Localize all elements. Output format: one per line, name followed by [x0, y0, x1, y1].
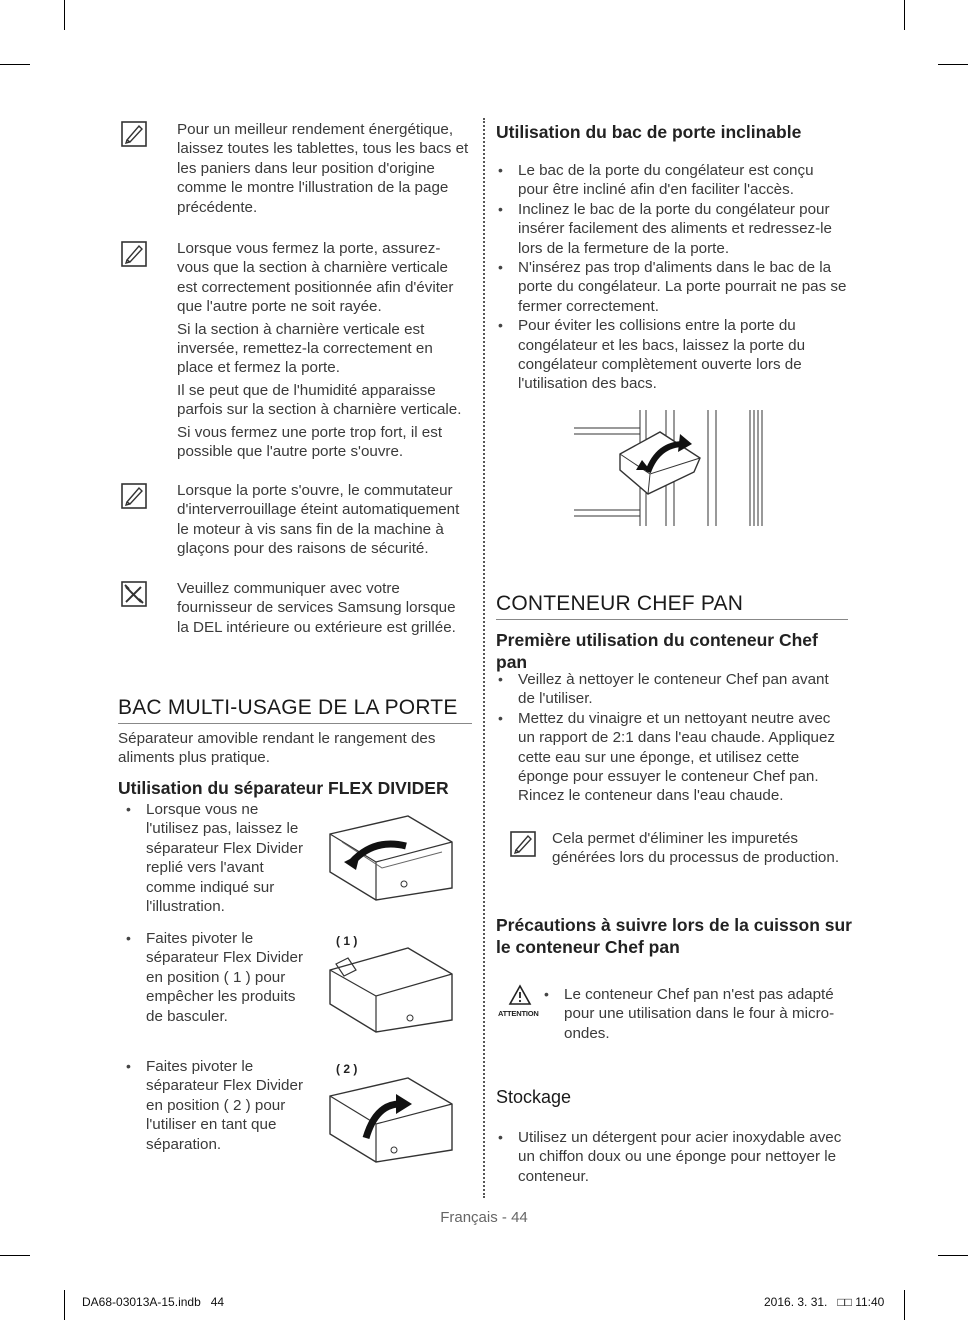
list-item: • Pour éviter les collisions entre la porte du congélateur et les bacs, laissez la porte du congélateur complètement ouverte lors de l'utilisation des bacs. — [496, 316, 848, 394]
list-item: • Le bac de la porte du congélateur est conçu pour être incliné afin d'en faciliter l'accès. — [496, 161, 848, 200]
note-text — [177, 579, 469, 640]
bin-illustration — [326, 944, 458, 1034]
subsection-title: Utilisation du bac de porte inclinable — [496, 122, 802, 142]
print-info-left: DA68-03013A-15.indb 44 — [82, 1295, 225, 1309]
crop-mark — [904, 0, 905, 30]
section-title: CONTENEUR CHEF PAN — [496, 592, 848, 620]
bin-illustration — [326, 1074, 458, 1164]
list-item: • Veillez à nettoyer le conteneur Chef pan avant de l'utiliser. — [496, 670, 848, 709]
door-bin-illustration — [574, 410, 774, 526]
list-item: • Le conteneur Chef pan n'est pas adapté pour une utilisation dans le four à micro-ondes. — [542, 985, 848, 1043]
stockage-list — [496, 1128, 850, 1186]
note-paragraph: Pour un meilleur rendement énergétique, laissez toutes les tablettes, tous les bacs et les paniers dans leur position d'origine comme le montre l'illustration de la page précédente. — [177, 121, 469, 216]
note-icon — [120, 240, 148, 268]
position-label: ( 2 ) — [336, 1062, 358, 1076]
warning-icon — [508, 984, 532, 1006]
page-number: Français - 44 — [440, 1209, 528, 1226]
note-paragraph: Lorsque la porte s'ouvre, le commutateur d'interverrouillage éteint automatiquement le moteur à vis sans fin de la machine à glaçons pour des raisons de sécurité. — [177, 482, 460, 558]
note-text — [177, 481, 469, 562]
position-label: ( 1 ) — [336, 934, 358, 948]
subsection-title: Utilisation du séparateur FLEX DIVIDER — [118, 777, 449, 798]
bin-illustration — [326, 812, 458, 902]
crop-mark — [0, 1255, 30, 1256]
note-paragraph: Veuillez communiquer avec votre fournisseur de services Samsung lorsque la DEL intérieure ou extérieure est grillée. — [177, 580, 456, 636]
subsection-title: Précautions à suivre lors de la cuisson sur le conteneur Chef pan — [496, 915, 852, 957]
crop-mark — [64, 1290, 65, 1320]
service-icon — [120, 580, 148, 608]
note-text: Cela permet d'éliminer les impuretés générées lors du processus de production. — [552, 830, 840, 867]
crop-mark — [64, 0, 65, 30]
attention-label: ATTENTION — [498, 1009, 539, 1018]
bac-item — [124, 929, 314, 1026]
note-paragraph: Il se peut que de l'humidité apparaisse parfois sur la section à charnière verticale. — [177, 381, 462, 419]
chef-list — [496, 670, 848, 806]
section-title: BAC MULTI-USAGE DE LA PORTE — [118, 696, 472, 724]
bac-item — [124, 1057, 314, 1154]
list-item: • Faites pivoter le séparateur Flex Divider en position ( 1 ) pour empêcher les produits de basculer. — [124, 929, 314, 1026]
note-paragraph: Si vous fermez une porte trop fort, il est possible que l'autre porte s'ouvre. — [177, 423, 443, 461]
note-icon — [120, 120, 148, 148]
crop-mark — [938, 64, 968, 65]
list-item: • N'insérez pas trop d'aliments dans le bac de la porte du congélateur. La porte pourrait ne pas se fermer correctement. — [496, 258, 848, 316]
crop-mark — [0, 64, 30, 65]
crop-mark — [904, 1290, 905, 1320]
bac-section — [118, 696, 472, 799]
inclinable-list — [496, 161, 848, 394]
bac-item — [124, 800, 314, 916]
note-paragraph: Si la section à charnière verticale est inversée, remettez-la correctement en place et fermez la porte. — [177, 320, 433, 377]
note-paragraph: Lorsque vous fermez la porte, assurez-vous que la section à charnière verticale est correctement positionnée afin d'éviter que l'autre porte ne soit rayée. — [177, 240, 454, 316]
list-item: • Lorsque vous ne l'utilisez pas, laissez le séparateur Flex Divider replié vers l'avant comme indiqué sur l'illustration. — [124, 800, 314, 916]
note-icon — [120, 482, 148, 510]
subsection-title: Stockage — [496, 1087, 572, 1107]
list-item: • Faites pivoter le séparateur Flex Divider en position ( 2 ) pour l'utiliser en tant que séparation. — [124, 1057, 314, 1154]
subsection-title: Première utilisation du conteneur Chef pan — [496, 630, 818, 672]
note-icon — [509, 830, 537, 858]
print-info-right: 2016. 3. 31. □□ 11:40 — [764, 1295, 885, 1309]
column-divider — [483, 118, 485, 1198]
list-item: • Inclinez le bac de la porte du congélateur pour insérer facilement des aliments et redressez-le lors de la fermeture de la porte. — [496, 200, 848, 258]
crop-mark — [938, 1255, 968, 1256]
list-item: • Mettez du vinaigre et un nettoyant neutre avec un rapport de 2:1 dans l'eau chaude. Appliquez cette eau sur une éponge, et utilisez cette éponge pour essuyer le conteneur Chef pan. Rincez le conteneur dans l'eau chaude. — [496, 709, 848, 806]
list-item: • Utilisez un détergent pour acier inoxydable avec un chiffon doux ou une éponge pour nettoyer le conteneur. — [496, 1128, 850, 1186]
section-intro: Séparateur amovible rendant le rangement des aliments plus pratique. — [118, 730, 436, 767]
precaution-list — [542, 985, 848, 1043]
note-text — [177, 239, 469, 464]
chef-section — [496, 592, 848, 673]
note-text — [177, 120, 469, 220]
